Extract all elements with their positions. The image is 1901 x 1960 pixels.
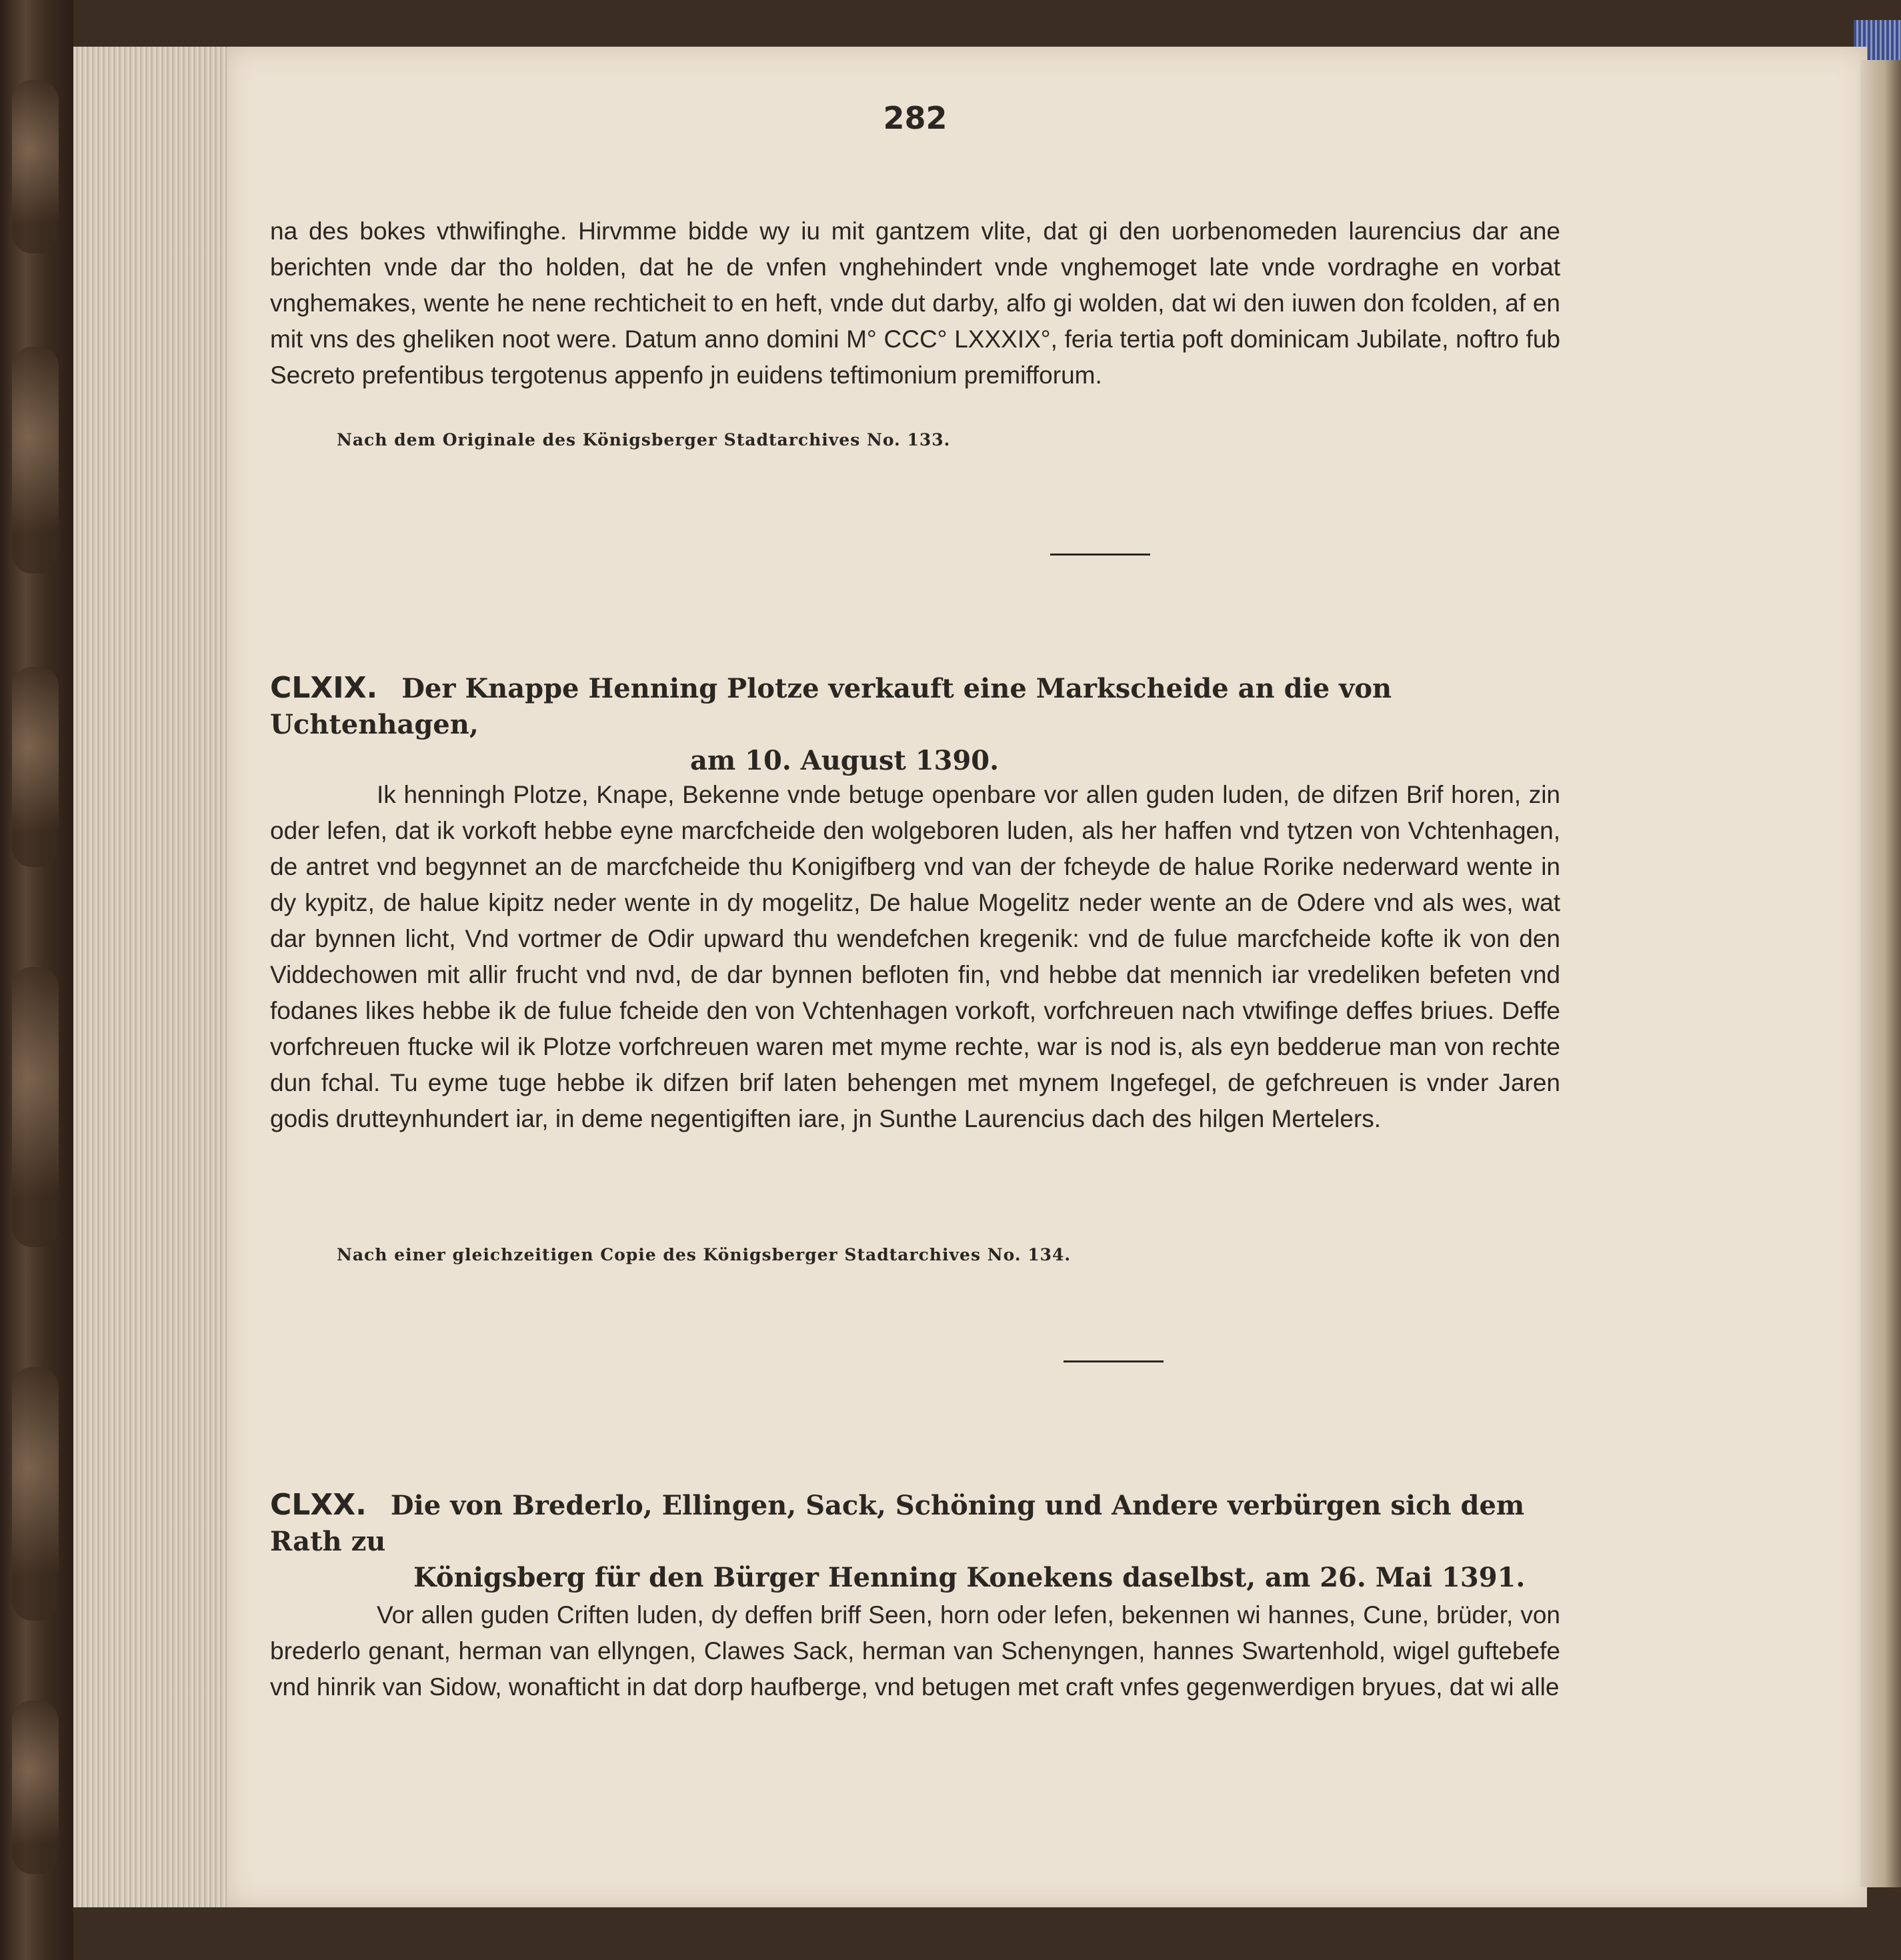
doc-169-title-line1: Der Knappe Henning Plotze verkauft eine Markscheide an die von Uchtenhagen, <box>270 673 1392 740</box>
doc-170-title-line1: Die von Brederlo, Ellingen, Sack, Schöning und Andere verbürgen sich dem Rath zu <box>270 1490 1525 1557</box>
marbled-pattern <box>12 1367 59 1621</box>
doc-170-number: CLXX. <box>270 1488 367 1522</box>
continuation-text: na des bokes vthwifinghe. Hirvmme bidde wy iu mit gantzem vlite, dat gi den uorbenomeden laurencius dar ane berichten vnde dar tho holden, dat he de vnfen vnghehindert vnde vnghemoget late vnde vordraghe en vorbat vnghemakes, wente he nene rechticheit to en heft, vnde dut darby, alfo gi wolden, dat wi den iuwen don fcolden, af en mit vns des gheliken noot were. Datum anno domini M° CCC° LXXXIX°, feria tertia poft dominicam Jubilate, noftro fub Secreto prefentibus tergotenus appenfo jn euidens teftimonium premifforum. <box>270 217 1560 389</box>
marbled-pattern <box>12 80 59 253</box>
marbled-pattern <box>12 1701 59 1874</box>
source-note-133: Nach dem Originale des Königsberger Stadtarchives No. 133. <box>337 430 951 449</box>
page-edges <box>73 47 233 1907</box>
doc-169-text: Ik henningh Plotze, Knape, Bekenne vnde betuge openbare vor allen guden luden, de difzen Brif horen, zin oder lefen, dat ik vorkoft hebbe eyne marcfcheide den wolgeboren luden, als her haffen vnd tytzen von Vchtenhagen, de antret vnd begynnet an de marcfcheide thu Konigifberg vnd van der fcheyde de halue Rorike nederward wente in dy kypitz, de halue kipitz neder wente in dy mogelitz, De halue Mogelitz neder wente an de Odere vnd als wes, wat dar bynnen licht, Vnd vortmer de Odir upward thu wendefchen kregenik: vnd de fulue marcfcheide kofte ik von den Viddechowen mit allir frucht vnd nvd, de dar bynnen befloten fin, vnd hebbe dat mennich iar vredeliken befeten vnd fodanes likes hebbe ik de fulue fcheide den von Vchtenhagen vorkoft, vorfchreuen nach vtwifinge deffes briues. Deffe vorfchreuen ftucke wil ik Plotze vorfchreuen waren met myme rechte, war is nod is, als eyn bedderue man von rechte dun fchal. Tu eyme tuge hebbe ik difzen brif laten behengen met mynem Ingefegel, de gefchreuen is vnder Jaren godis drutteynhundert iar, in deme negentigiften iare, jn Sunthe Laurencius dach des hilgen Mertelers. <box>270 781 1560 1132</box>
doc-169-heading <box>270 670 1560 779</box>
marbled-pattern <box>12 667 59 867</box>
book-cover <box>0 0 73 1960</box>
source-note-134: Nach einer gleichzeitigen Copie des Königsberger Stadtarchives No. 134. <box>337 1245 1072 1264</box>
doc-169-title-line2: am 10. August 1390. <box>690 745 1000 776</box>
section-divider <box>1050 554 1150 556</box>
doc-170-text: Vor allen guden Criften luden, dy deffen briff Seen, horn oder lefen, bekennen wi hannes, Cune, brüder, von brederlo genant, herman van ellyngen, Clawes Sack, herman van Schenyngen, hannes Swartenhold, wigel guftebefe vnd hinrik van Sidow, wonafticht in dat dorp haufberge, vnd betugen met craft vnfes gegenwerdigen bryues, dat wi alle <box>270 1601 1560 1701</box>
doc-170-heading <box>270 1487 1560 1596</box>
marbled-pattern <box>12 967 59 1247</box>
section-divider <box>1064 1360 1164 1362</box>
page-number: 282 <box>883 100 947 136</box>
doc-170-title-line2: Königsberg für den Bürger Henning Konekens daselbst, am 26. Mai 1391. <box>413 1562 1526 1593</box>
doc-169-number: CLXIX. <box>270 671 378 705</box>
marbled-pattern <box>12 347 59 574</box>
facing-page-edge <box>1860 60 1901 1887</box>
